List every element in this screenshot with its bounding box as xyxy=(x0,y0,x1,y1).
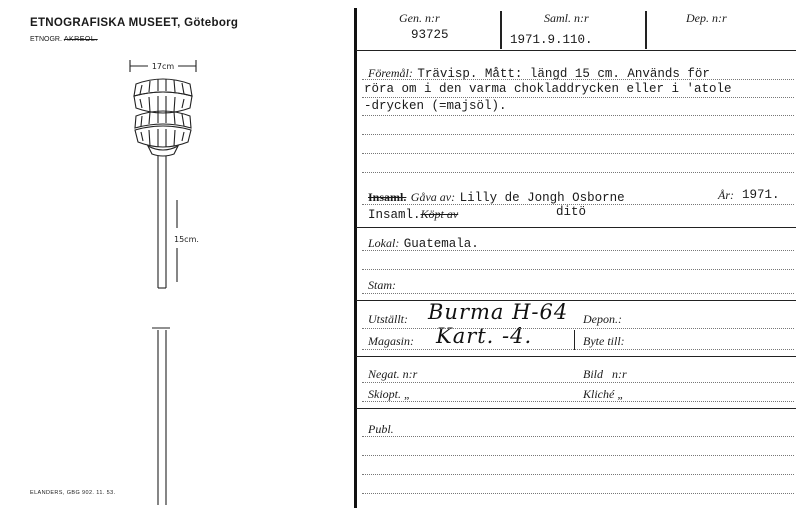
ar-label: År: xyxy=(718,188,734,202)
printer-line: ELANDERS, GBG 902. 11. 53. xyxy=(30,490,116,496)
length-label: 15cm. xyxy=(174,235,199,244)
card-divider xyxy=(354,8,357,508)
gava-label: Gåva av: xyxy=(410,190,456,204)
rule xyxy=(356,300,796,301)
whisk-sketch xyxy=(100,50,250,510)
publ-label: Publ. xyxy=(368,422,394,436)
saml-number-value: 1971.9.110. xyxy=(510,33,593,47)
dotted-line xyxy=(362,250,794,251)
byte-label: Byte till: xyxy=(583,334,625,348)
dotted-line xyxy=(362,97,794,98)
foremal-text: -drycken (=majsöl). xyxy=(364,99,507,113)
header-divider xyxy=(645,11,647,49)
department-line xyxy=(30,36,98,43)
gava-value: Lilly de Jongh Osborne xyxy=(459,191,625,205)
dotted-line xyxy=(362,455,794,456)
utstallt-label: Utställt: xyxy=(368,312,409,326)
department-struck: AKREOL. xyxy=(63,36,98,43)
dotted-line xyxy=(362,79,794,80)
skiopt-label: Skiopt. „ xyxy=(368,387,411,401)
ar-value: 1971. xyxy=(742,188,780,202)
gen-number-label: Gen. n:r xyxy=(399,11,440,25)
rule xyxy=(356,227,796,228)
insaml-struck: Insaml. xyxy=(368,190,407,204)
dotted-line xyxy=(362,493,794,494)
depon-label: Depon.: xyxy=(583,312,622,326)
gen-number-value: 93725 xyxy=(411,28,449,42)
dotted-line xyxy=(362,172,794,173)
insaml-label: Insaml. xyxy=(368,208,421,222)
dotted-line xyxy=(362,474,794,475)
stam-label: Stam: xyxy=(368,278,396,292)
utstallt-handwritten: Burma H-64 xyxy=(428,300,569,324)
dotted-line xyxy=(362,269,794,270)
museum-name: ETNOGRAFISKA MUSEET, Göteborg xyxy=(30,17,239,29)
foremal-text: Trävisp. Mått: längd 15 cm. Används för xyxy=(417,67,710,81)
dotted-line xyxy=(362,436,794,437)
department-prefix: ETNOGR. xyxy=(30,36,62,43)
dotted-line xyxy=(362,134,794,135)
insaml-line xyxy=(368,205,458,223)
dep-number-label: Dep. n:r xyxy=(686,11,727,25)
bild-label: Bild n:r xyxy=(583,367,627,381)
kopt-struck: Köpt av xyxy=(420,207,459,221)
foremal-label: Föremål: xyxy=(368,66,413,80)
width-label: 17cm xyxy=(151,62,175,71)
header-divider xyxy=(500,11,502,49)
kliche-label: Kliché „ xyxy=(583,387,624,401)
field-divider xyxy=(574,330,575,350)
magasin-label: Magasin: xyxy=(368,334,414,348)
dotted-line xyxy=(362,328,794,329)
dotted-line xyxy=(362,349,794,350)
saml-number-label: Saml. n:r xyxy=(544,11,589,25)
rule xyxy=(356,356,796,357)
dotted-line xyxy=(362,153,794,154)
negat-label: Negat. n:r xyxy=(368,367,418,381)
foremal-text: röra om i den varma chokladdrycken eller i 'atole xyxy=(364,82,732,96)
dotted-line xyxy=(362,401,794,402)
dotted-line xyxy=(362,382,794,383)
lokal-label: Lokal: xyxy=(368,236,400,250)
dotted-line xyxy=(362,115,794,116)
magasin-handwritten: Kart. -4. xyxy=(436,324,533,348)
rule xyxy=(356,50,796,51)
rule xyxy=(356,408,796,409)
insaml-value: ditö xyxy=(556,205,587,219)
dotted-line xyxy=(362,293,794,294)
lokal-value: Guatemala. xyxy=(403,237,479,251)
